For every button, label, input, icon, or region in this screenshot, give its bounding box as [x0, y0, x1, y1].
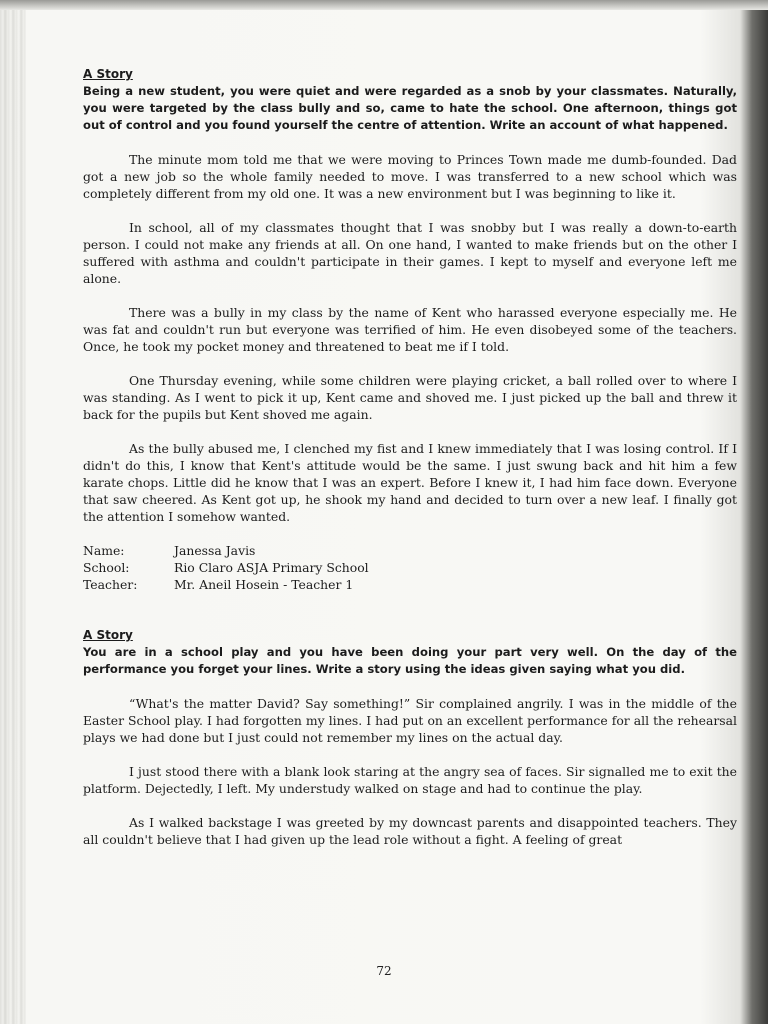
author-signature-block: [83, 542, 737, 593]
story-one-paragraph: There was a bully in my class by the name of Kent who harassed everyone especially me. He was fat and couldn't run but everyone was terrified of him. He even disobeyed some of the teachers. Once, he took my pocket money and threatened to beat me if I told.: [83, 305, 737, 354]
teacher-value: Mr. Aneil Hosein - Teacher 1: [174, 577, 354, 592]
top-page-edge: [0, 0, 768, 10]
book-binding-edge: [0, 0, 26, 1024]
page-content: [83, 66, 737, 848]
page-number: 72: [376, 964, 392, 978]
story-one-paragraph: As the bully abused me, I clenched my fist and I knew immediately that I was losing control. If I didn't do this, I know that Kent's attitude would be the same. I just swung back and hit him a few karate chops. Little did he know that I was an expert. Before I knew it, I had him face down. Everyone that saw cheered. As Kent got up, he shook my hand and decided to turn over a new leaf. I finally got the attention I somehow wanted.: [83, 441, 737, 524]
story-two-paragraph: I just stood there with a blank look staring at the angry sea of faces. Sir signalled me to exit the platform. Dejectedly, I left. My understudy walked on stage and had to continue the play.: [83, 764, 737, 796]
story-one: [83, 66, 737, 593]
story-two-paragraph: “What's the matter David? Say something!” Sir complained angrily. I was in the middle of the Easter School play. I had forgotten my lines. I had put on an excellent performance for all the rehearsal plays we had done but I just could not remember my lines on the actual day.: [83, 696, 737, 745]
story-one-paragraph: In school, all of my classmates thought that I was snobby but I was really a down-to-earth person. I could not make any friends at all. On one hand, I wanted to make friends but on the other I suffered with asthma and couldn't participate in their games. I kept to myself and everyone left me alone.: [83, 220, 737, 286]
story-two: [83, 627, 737, 848]
story-two-paragraph: As I walked backstage I was greeted by my downcast parents and disappointed teachers. They all couldn't believe that I had given up the lead role without a fight. A feeling of great: [83, 815, 737, 847]
school-label: School:: [83, 560, 130, 575]
story-two-heading: A Story: [83, 628, 133, 642]
name-label: Name:: [83, 543, 125, 558]
school-value: Rio Claro ASJA Primary School: [174, 560, 369, 575]
name-value: Janessa Javis: [174, 543, 256, 558]
story-one-heading: A Story: [83, 67, 133, 81]
story-one-paragraph: The minute mom told me that we were moving to Princes Town made me dumb-founded. Dad got a new job so the whole family needed to move. I was transferred to a new school which was completely different from my old one. It was a new environment but I was beginning to like it.: [83, 152, 737, 201]
story-one-paragraph: One Thursday evening, while some children were playing cricket, a ball rolled over to where I was standing. As I went to pick it up, Kent came and shoved me. I just picked up the ball and threw it back for the pupils but Kent shoved me again.: [83, 373, 737, 422]
story-one-prompt: Being a new student, you were quiet and were regarded as a snob by your classmates. Naturally, you were targeted by the class bully and so, came to hate the school. One afternoon, things got out of control and you found yourself the centre of attention. Write an account of what happened.: [83, 84, 737, 132]
teacher-label: Teacher:: [83, 577, 138, 592]
story-two-prompt: You are in a school play and you have been doing your part very well. On the day of the performance you forget your lines. Write a story using the ideas given saying what you did.: [83, 645, 737, 676]
